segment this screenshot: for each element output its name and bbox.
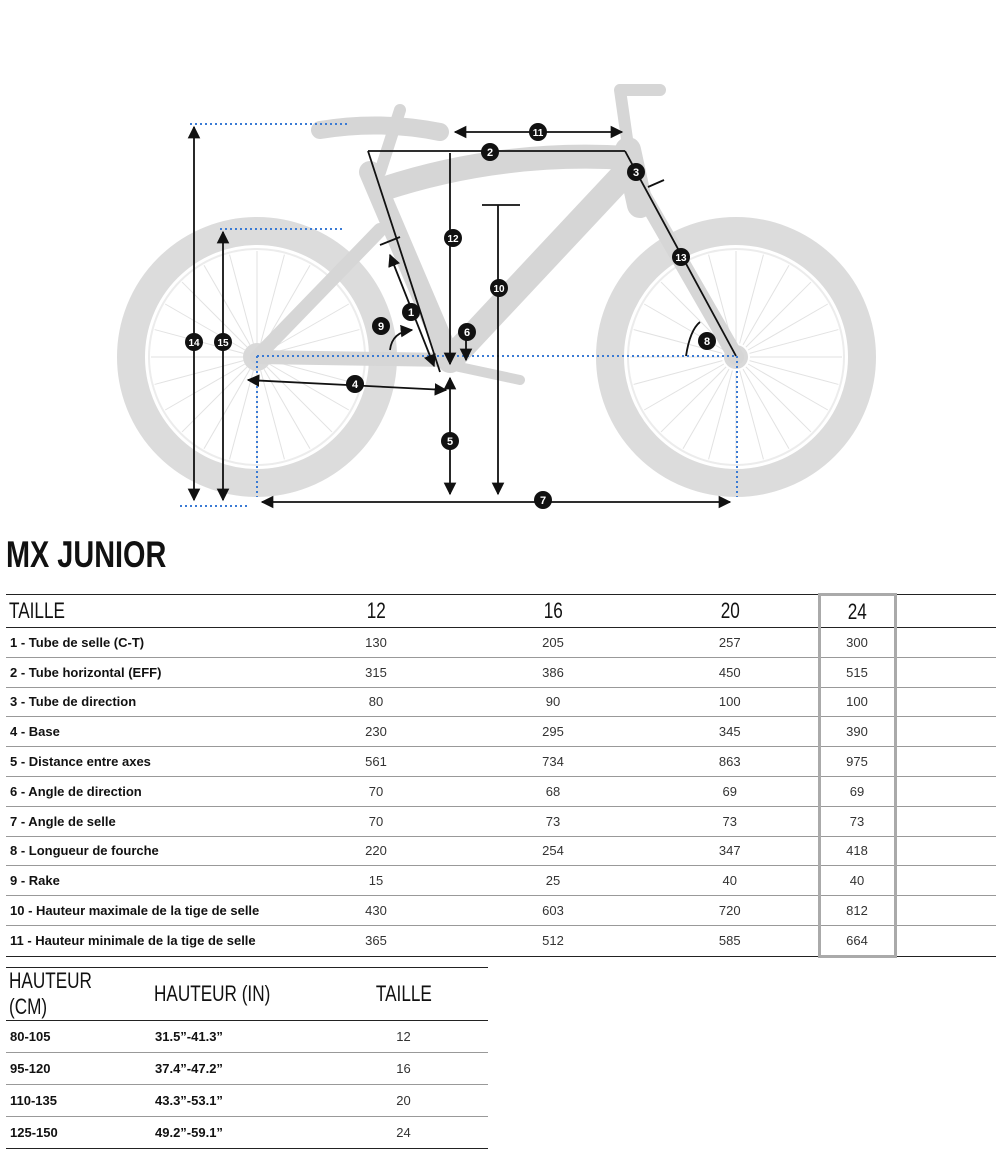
svg-text:12: 12 <box>447 234 459 245</box>
geometry-row <box>6 657 996 687</box>
marker-10 <box>490 279 508 297</box>
value-cell: 347 <box>642 836 819 866</box>
empty-header-cell <box>895 595 996 628</box>
marker-15 <box>214 333 232 351</box>
height-cm-cell: 80-105 <box>6 1021 151 1053</box>
size-cell: 16 <box>319 1053 488 1085</box>
geometry-row <box>6 896 996 926</box>
value-cell: 515 <box>819 657 895 687</box>
row-label: 10 - Hauteur maximale de la tige de selle <box>6 896 288 926</box>
marker-7 <box>534 491 552 509</box>
value-cell: 130 <box>288 628 464 658</box>
geometry-row <box>6 806 996 836</box>
rider-row <box>6 1053 488 1085</box>
value-cell: 254 <box>464 836 642 866</box>
page-title: MX JUNIOR <box>6 534 167 575</box>
height-in-cell: 43.3”-53.1” <box>151 1085 319 1117</box>
value-cell: 295 <box>464 717 642 747</box>
size-header-label: TAILLE <box>6 595 288 628</box>
row-label: 3 - Tube de direction <box>6 687 288 717</box>
marker-2 <box>481 143 499 161</box>
height-in-header: HAUTEUR (IN) <box>151 968 319 1021</box>
value-cell: 40 <box>642 866 819 896</box>
value-cell: 512 <box>464 925 642 956</box>
value-cell: 73 <box>464 806 642 836</box>
row-label: 1 - Tube de selle (C-T) <box>6 628 288 658</box>
empty-cell <box>895 806 996 836</box>
value-cell: 73 <box>819 806 895 836</box>
rider-row <box>6 1021 488 1053</box>
svg-text:13: 13 <box>675 253 687 264</box>
value-cell: 230 <box>288 717 464 747</box>
value-cell: 975 <box>819 747 895 777</box>
value-cell: 386 <box>464 657 642 687</box>
marker-14 <box>185 333 203 351</box>
value-cell: 69 <box>819 776 895 806</box>
value-cell: 70 <box>288 776 464 806</box>
size-cell: 12 <box>319 1021 488 1053</box>
value-cell: 585 <box>642 925 819 956</box>
geometry-row <box>6 776 996 806</box>
value-cell: 300 <box>819 628 895 658</box>
height-in-cell: 31.5”-41.3” <box>151 1021 319 1053</box>
value-cell: 345 <box>642 717 819 747</box>
size-column-header-highlighted: 24 <box>819 595 895 628</box>
marker-6 <box>458 323 476 341</box>
empty-cell <box>895 896 996 926</box>
size-column-header: 16 <box>464 595 642 628</box>
value-cell: 430 <box>288 896 464 926</box>
value-cell: 80 <box>288 687 464 717</box>
size-column-header: 20 <box>642 595 819 628</box>
value-cell: 664 <box>819 925 895 956</box>
empty-cell <box>895 836 996 866</box>
value-cell: 720 <box>642 896 819 926</box>
marker-4 <box>346 375 364 393</box>
rider-row <box>6 1085 488 1117</box>
empty-cell <box>895 628 996 658</box>
svg-text:7: 7 <box>539 495 547 507</box>
value-cell: 90 <box>464 687 642 717</box>
empty-cell <box>895 687 996 717</box>
row-label: 7 - Angle de selle <box>6 806 288 836</box>
spoke <box>746 282 811 347</box>
height-cm-header: HAUTEUR (CM) <box>6 968 151 1021</box>
bike-geometry-diagram <box>0 0 1000 530</box>
marker-13 <box>672 248 690 266</box>
value-cell: 734 <box>464 747 642 777</box>
value-cell: 68 <box>464 776 642 806</box>
geometry-row <box>6 747 996 777</box>
empty-cell <box>895 776 996 806</box>
height-cm-cell: 125-150 <box>6 1117 151 1149</box>
svg-text:6: 6 <box>463 327 471 339</box>
svg-text:8: 8 <box>703 336 711 348</box>
marker-5 <box>441 432 459 450</box>
value-cell: 25 <box>464 866 642 896</box>
bike-frame <box>257 90 736 380</box>
geometry-row <box>6 836 996 866</box>
value-cell: 100 <box>819 687 895 717</box>
value-cell: 100 <box>642 687 819 717</box>
height-in-cell: 37.4”-47.2” <box>151 1053 319 1085</box>
spoke <box>267 367 332 432</box>
value-cell: 315 <box>288 657 464 687</box>
geometry-header-row <box>6 595 996 628</box>
value-cell: 40 <box>819 866 895 896</box>
value-cell: 70 <box>288 806 464 836</box>
row-label: 8 - Longueur de fourche <box>6 836 288 866</box>
row-label: 11 - Hauteur minimale de la tige de selle <box>6 925 288 956</box>
marker-3 <box>627 163 645 181</box>
rider-header-row <box>6 968 488 1021</box>
svg-text:10: 10 <box>493 284 505 295</box>
value-cell: 73 <box>642 806 819 836</box>
spoke <box>661 367 726 432</box>
marker-9 <box>372 317 390 335</box>
value-cell: 220 <box>288 836 464 866</box>
size-column-header: 12 <box>288 595 464 628</box>
empty-cell <box>895 747 996 777</box>
geometry-row <box>6 687 996 717</box>
geometry-table <box>6 593 996 958</box>
geometry-row <box>6 717 996 747</box>
svg-text:4: 4 <box>351 379 359 391</box>
value-cell: 15 <box>288 866 464 896</box>
spoke <box>746 367 811 432</box>
svg-text:1: 1 <box>407 307 415 319</box>
marker-8 <box>698 332 716 350</box>
geometry-row <box>6 628 996 658</box>
svg-text:5: 5 <box>446 436 454 448</box>
svg-text:11: 11 <box>532 128 544 139</box>
svg-text:3: 3 <box>632 167 640 179</box>
empty-cell <box>895 717 996 747</box>
height-cm-cell: 110-135 <box>6 1085 151 1117</box>
row-label: 2 - Tube horizontal (EFF) <box>6 657 288 687</box>
spoke <box>182 367 247 432</box>
size-cell: 20 <box>319 1085 488 1117</box>
value-cell: 603 <box>464 896 642 926</box>
svg-text:9: 9 <box>377 321 385 333</box>
height-cm-cell: 95-120 <box>6 1053 151 1085</box>
marker-11 <box>529 123 547 141</box>
marker-12 <box>444 229 462 247</box>
svg-text:14: 14 <box>188 338 200 349</box>
size-cell: 24 <box>319 1117 488 1149</box>
value-cell: 365 <box>288 925 464 956</box>
value-cell: 390 <box>819 717 895 747</box>
row-label: 9 - Rake <box>6 866 288 896</box>
value-cell: 812 <box>819 896 895 926</box>
row-label: 5 - Distance entre axes <box>6 747 288 777</box>
empty-cell <box>895 866 996 896</box>
geometry-row <box>6 925 996 956</box>
value-cell: 257 <box>642 628 819 658</box>
value-cell: 69 <box>642 776 819 806</box>
height-in-cell: 49.2”-59.1” <box>151 1117 319 1149</box>
empty-cell <box>895 657 996 687</box>
value-cell: 418 <box>819 836 895 866</box>
svg-text:2: 2 <box>486 147 494 159</box>
value-cell: 863 <box>642 747 819 777</box>
value-cell: 450 <box>642 657 819 687</box>
size-header: TAILLE <box>319 968 488 1021</box>
svg-text:15: 15 <box>217 338 229 349</box>
row-label: 6 - Angle de direction <box>6 776 288 806</box>
rider-row <box>6 1117 488 1149</box>
value-cell: 561 <box>288 747 464 777</box>
empty-cell <box>895 925 996 956</box>
rider-size-table <box>6 967 488 1149</box>
geometry-row <box>6 866 996 896</box>
row-label: 4 - Base <box>6 717 288 747</box>
marker-1 <box>402 303 420 321</box>
value-cell: 205 <box>464 628 642 658</box>
